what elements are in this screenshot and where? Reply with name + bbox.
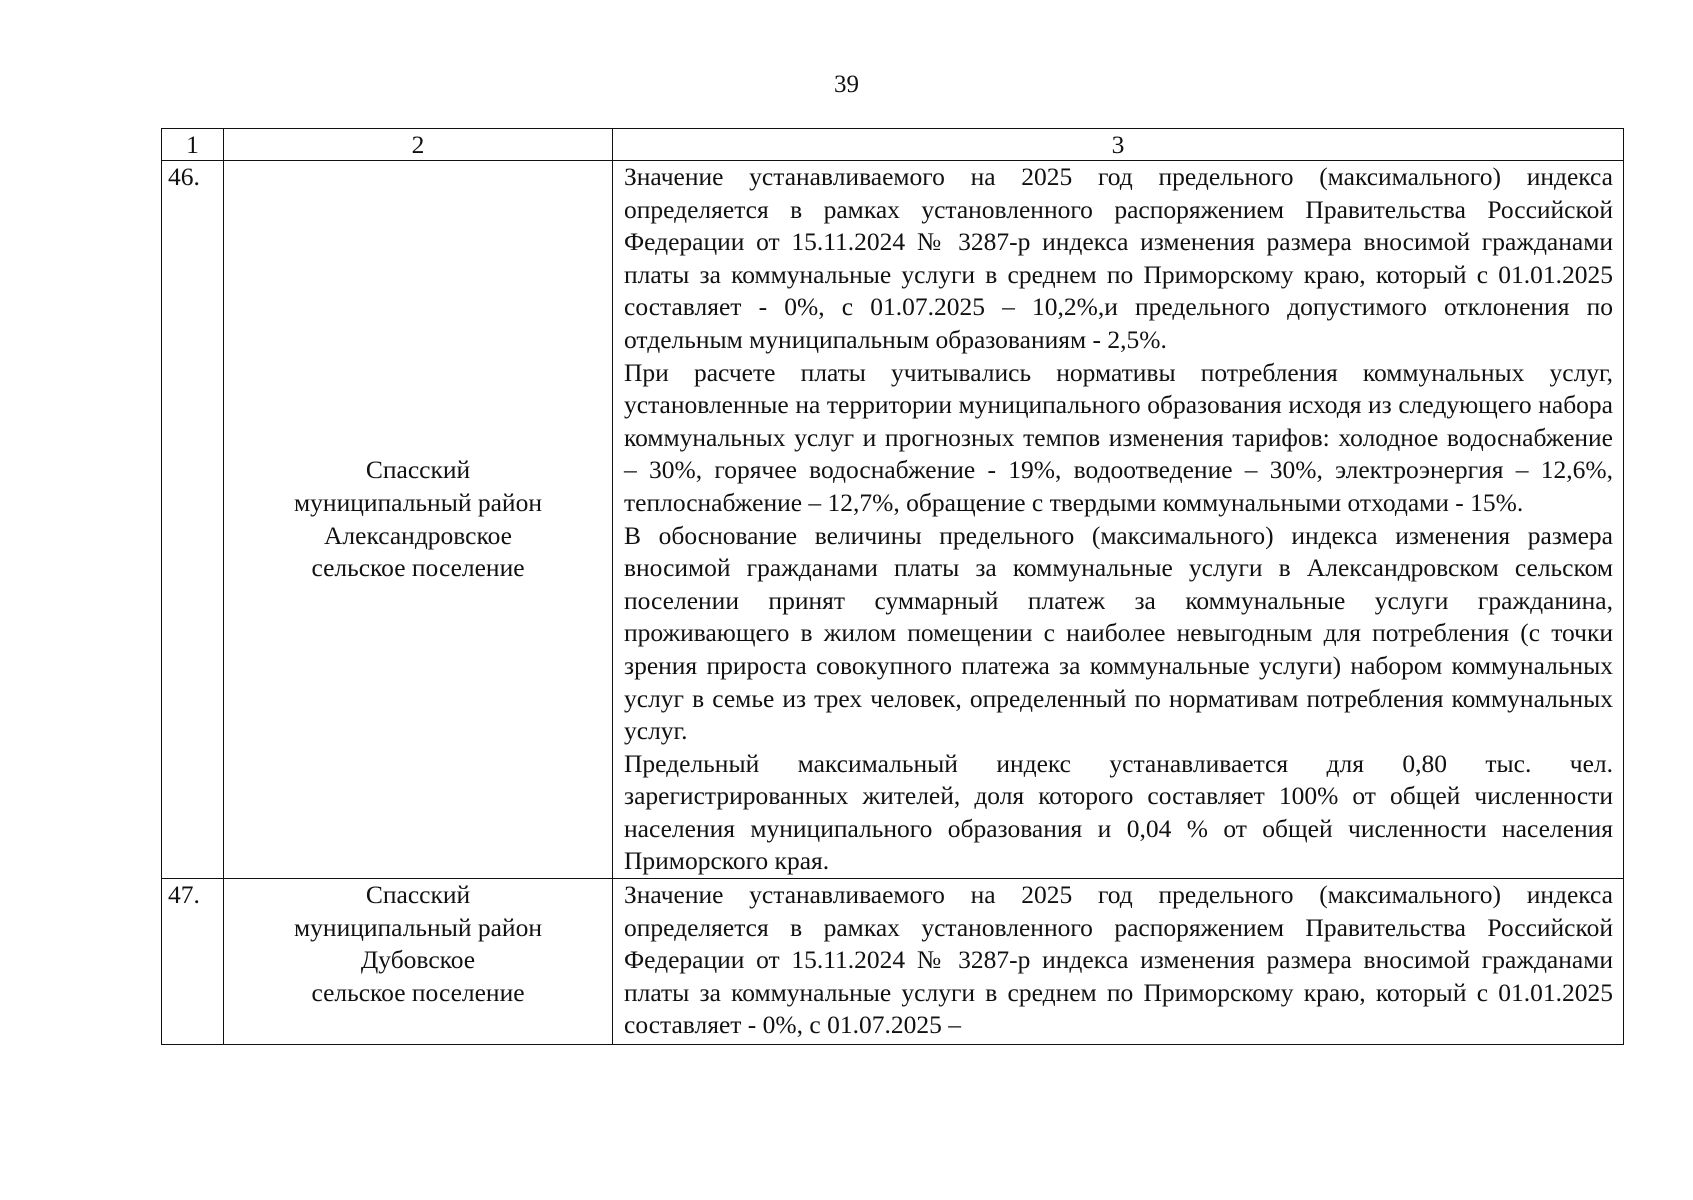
municipality-name <box>224 161 613 879</box>
column-header-2: 2 <box>224 129 613 161</box>
description-paragraph: Значение устанавливаемого на 2025 год предельного (максимального) индекса определяется в рамках установленного распоряжением Правительства Российской Федерации от 15.11.2024 № 3287-р индекса изменения размера вносимой гражданами платы за коммунальные услуги в среднем по Приморскому краю, который с 01.01.2025 составляет - 0%, с 01.07.2025 – <box>624 880 1613 1040</box>
row-number: 46. <box>162 161 224 879</box>
description-cutoff <box>624 879 1613 1044</box>
municipality-name-line: муниципальный район <box>294 487 542 517</box>
municipality-name <box>224 879 613 1045</box>
municipality-name-line: сельское поселение <box>311 977 525 1007</box>
page-number: 39 <box>834 71 859 98</box>
description-paragraph: При расчете платы учитывались нормативы потребления коммунальных услуг, установленные на территории муниципального образования исходя из следующего набора коммунальных услуг и прогнозных темпов изменения тарифов: холодное водоснабжение – 30%, горячее водоснабжение - 19%, водоотведение – 30%, электроэнергия – 12,6%, теплоснабжение – 12,7%, обращение с твердыми коммунальными отходами - 15%. <box>624 357 1613 517</box>
municipality-name-line: Александровское <box>324 520 512 550</box>
municipal-index-table <box>161 128 1624 1045</box>
table-header-row <box>162 129 1624 161</box>
municipality-name-line: Спасский <box>365 880 471 910</box>
row-number: 47. <box>162 879 224 1045</box>
column-header-3: 3 <box>613 129 1624 161</box>
municipality-name-line: муниципальный район <box>294 912 542 942</box>
column-header-1: 1 <box>162 129 224 161</box>
table-row <box>162 879 1624 1045</box>
index-description <box>613 161 1624 879</box>
municipality-name-line: Спасский <box>365 455 471 485</box>
description-paragraph: Значение устанавливаемого на 2025 год предельного (максимального) индекса определяется в рамках установленного распоряжением Правительства Российской Федерации от 15.11.2024 № 3287-р индекса изменения размера вносимой гражданами платы за коммунальные услуги в среднем по Приморскому краю, который с 01.01.2025 составляет - 0%, с 01.07.2025 – 10,2%,и предельного допустимого отклонения по отдельным муниципальным образованиям - 2,5%. <box>624 162 1613 354</box>
municipality-name-line: Дубовское <box>360 945 476 975</box>
index-description <box>613 879 1624 1045</box>
table-row <box>162 161 1624 879</box>
description-paragraph: В обоснование величины предельного (максимального) индекса изменения размера вносимой гражданами платы за коммунальные услуги в Александровском сельском поселении принят суммарный платеж за коммунальные услуги гражданина, проживающего в жилом помещении с наиболее невыгодным для потребления (с точки зрения прироста совокупного платежа за коммунальные услуги) набором коммунальных услуг в семье из трех человек, определенный по нормативам потребления коммунальных услуг. <box>624 520 1613 746</box>
municipality-name-line: сельское поселение <box>311 553 525 583</box>
description-paragraph: Предельный максимальный индекс устанавливается для 0,80 тыс. чел. зарегистрированных жителей, доля которого составляет 100% от общей численности населения муниципального образования и 0,04 % от общей численности населения Приморского края. <box>624 748 1613 876</box>
